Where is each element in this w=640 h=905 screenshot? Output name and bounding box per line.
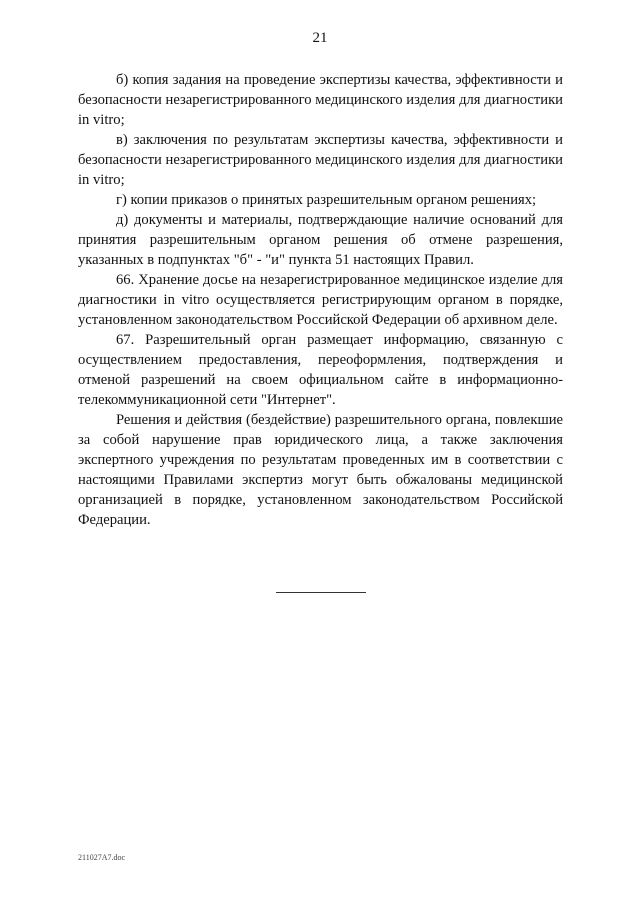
paragraph-d: д) документы и материалы, подтверждающие наличие оснований для принятия разрешительным органом решения об отмене разрешения, указанных в подпунктах "б" - "и" пункта 51 настоящих Правил. [78,212,563,268]
end-separator [276,592,366,593]
paragraph-appeal: Решения и действия (бездействие) разрешительного органа, повлекшие за собой нарушение прав юридического лица, а также заключения экспертного учреждения по результатам проведенных им в соответствии с настоящими Правилами экспертиз могут быть обжалованы медицинской организацией в порядке, установленном законодательством Российской Федерации. [78,412,563,528]
paragraph-b: б) копия задания на проведение экспертизы качества, эффективности и безопасности незарегистрированного медицинского изделия для диагностики in vitro; [78,72,563,128]
page-number: 21 [312,30,328,46]
paragraph-g: г) копии приказов о принятых разрешительным органом решениях; [116,192,537,208]
document-body [78,70,563,530]
paragraph-66: 66. Хранение досье на незарегистрированное медицинское изделие для диагностики in vitro осуществляется регистрирующим органом в порядке, установленном законодательством Российской Федерации об архивном деле. [78,272,563,328]
document-code: 211027A7.doc [78,853,126,862]
paragraph-v: в) заключения по результатам экспертизы качества, эффективности и безопасности незарегистрированного медицинского изделия для диагностики in vitro; [78,132,563,188]
paragraph-67: 67. Разрешительный орган размещает информацию, связанную с осуществлением предоставления, переоформления, подтверждения и отменой разрешений на своем официальном сайте в информационно-телекоммуникационной сети "Интернет". [78,332,563,408]
